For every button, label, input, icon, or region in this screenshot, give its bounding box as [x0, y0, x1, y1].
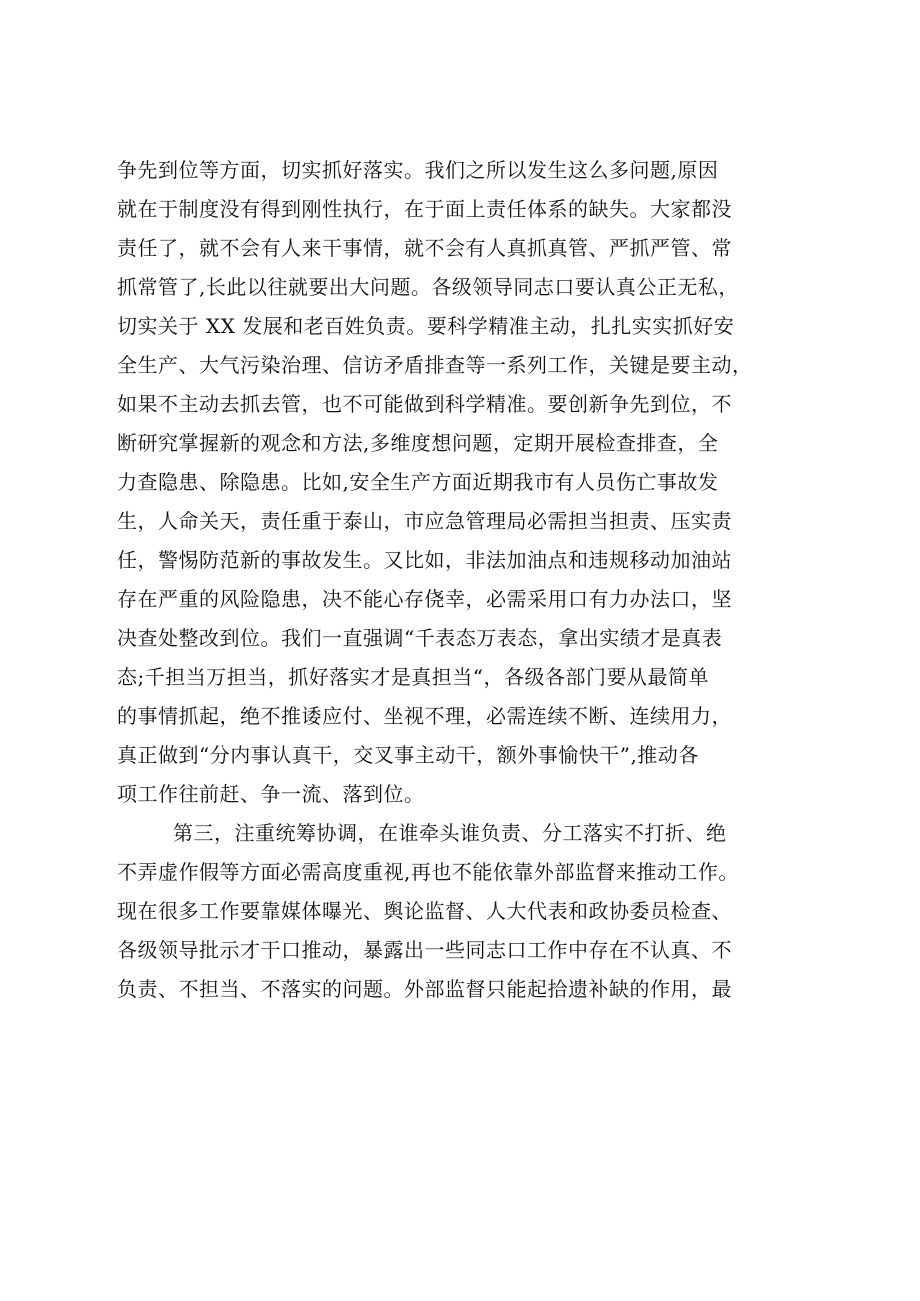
text-line: 如果不主动去抓去管，也不可能做到科学精准。要创新争先到位，不 [117, 392, 732, 416]
text-line: 就在于制度没有得到刚性执行，在于面上责任体系的缺失。大家都没 [117, 197, 732, 221]
text-line: 存在严重的风险隐患，决不能心存侥幸，必需采用口有力办法口，坚 [117, 587, 732, 611]
text-line: 切实关于 XX 发展和老百姓负责。要科学精准主动，扎扎实实抓好安 [117, 314, 735, 338]
text-line: 责任了，就不会有人来干事情，就不会有人真抓真管、严抓严管、常 [117, 236, 732, 260]
text-line: 任，警惕防范新的事故发生。又比如，非法加油点和违规移动加油站 [117, 548, 732, 572]
text-line: 现在很多工作要靠媒体曝光、舆论监督、人大代表和政协委员检查、 [117, 899, 732, 923]
text-line: 负责、不担当、不落实的问题。外部监督只能起拾遗补缺的作用，最 [117, 977, 732, 1001]
text-line: 抓常管了,长此以往就要出大问题。各级领导同志口要认真公正无私， [117, 275, 739, 299]
text-line: 不弄虚作假等方面必需高度重视,再也不能依靠外部监督来推动工作。 [117, 860, 739, 884]
text-line: 力查隐患、除隐患。比如,安全生产方面近期我市有人员伤亡事故发 [117, 470, 719, 494]
text-line: 争先到位等方面，切实抓好落实。我们之所以发生这么多问题,原因 [117, 158, 719, 182]
paragraph-1 [117, 151, 817, 814]
text-line: 决查处整改到位。我们一直强调“千表态万表态，拿出实绩才是真表 [117, 626, 723, 650]
text-line: 态;千担当万担当，抓好落实才是真担当“，各级各部门要从最简单 [117, 665, 709, 689]
text-line: 的事情抓起，绝不推诿应付、坐视不理，必需连续不断、连续用力， [117, 704, 732, 728]
text-line: 全生产、大气污染治理、信访矛盾排查等一系列工作，关键是要主动， [117, 353, 753, 377]
body-text [117, 151, 817, 1009]
text-line: 第三，注重统筹协调，在谁牵头谁负责、分工落实不打折、绝 [173, 821, 727, 845]
text-line: 生，人命关天，责任重于泰山，市应急管理局必需担当担责、压实责 [117, 509, 732, 533]
paragraph-2 [117, 814, 817, 1009]
text-line: 各级领导批示才干口推动，暴露出一些同志口工作中存在不认真、不 [117, 938, 732, 962]
text-line: 断研究掌握新的观念和方法,多维度想问题，定期开展检查排查，全 [117, 431, 719, 455]
text-line: 项工作往前赶、争一流、落到位。 [117, 782, 425, 806]
text-line: 真正做到“分内事认真干，交叉事主动干，额外事愉快干”,推动各 [117, 743, 699, 767]
